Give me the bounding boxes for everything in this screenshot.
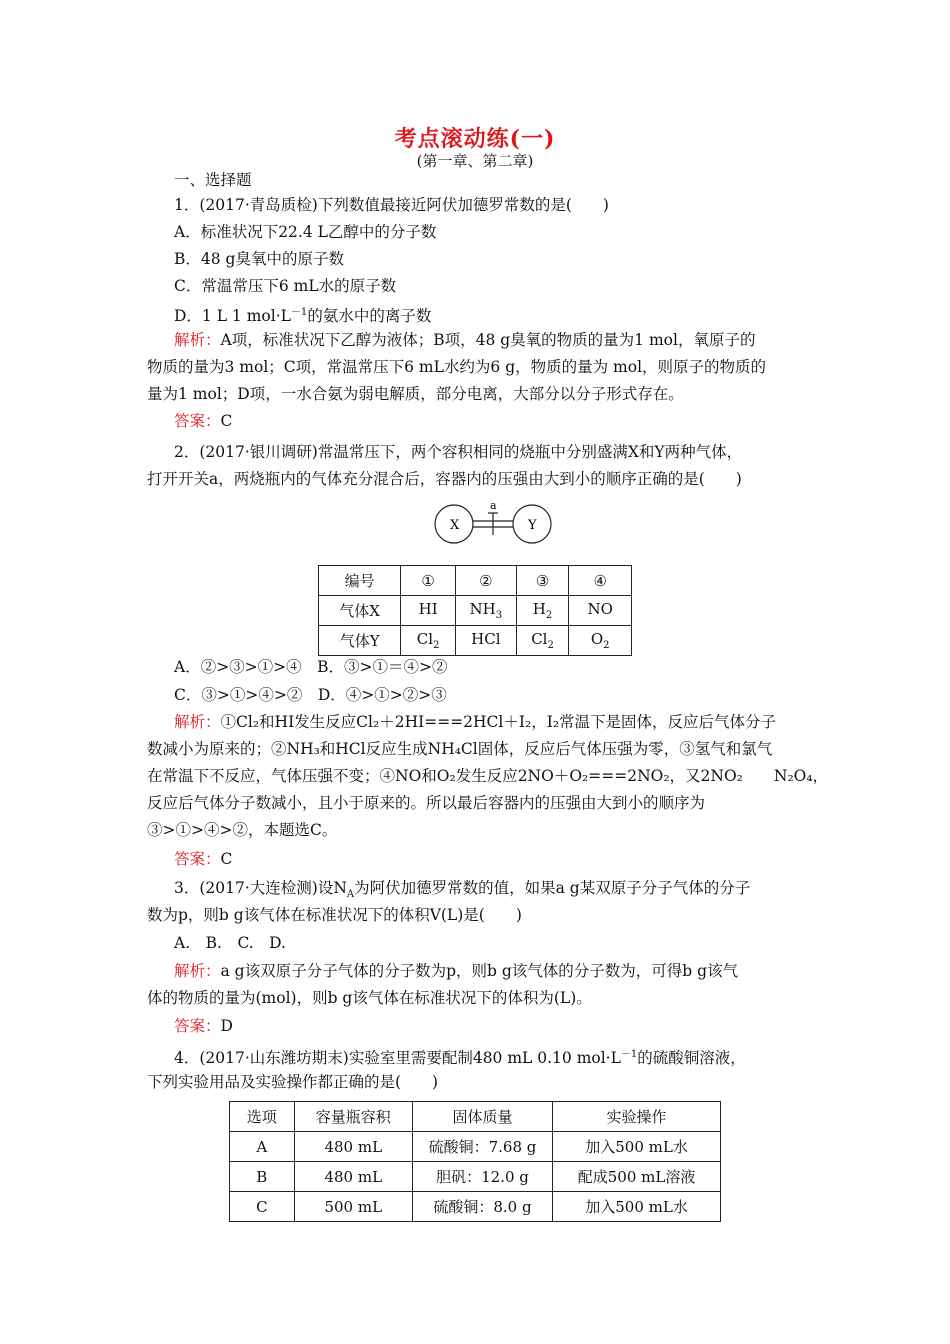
- q3-explanation-line2: 体的物质的量为(mol)，则b g该气体在标准状况下的体积为(L)。: [147, 989, 592, 1007]
- q2-explanation-line4: 反应后气体分子数减小，且小于原来的。所以最后容器内的压强由大到小的顺序为: [147, 794, 706, 812]
- table-row: A 480 mL 硫酸铜：7.68 g 加入500 mL水: [230, 1132, 721, 1162]
- q1-explanation-line3: 量为1 mol；D项，一水合氨为弱电解质，部分电离，大部分以分子形式存在。: [147, 385, 684, 403]
- q1-jiexi-label: 解析：: [174, 331, 221, 349]
- q1-stem: 1．(2017·青岛质检)下列数值最接近阿伏加德罗常数的是( ): [174, 196, 609, 214]
- flask-y-label: Y: [528, 518, 537, 533]
- q1-option-b: B．48 g臭氧中的原子数: [174, 250, 344, 268]
- q2-options-ab: A．②>③>①>④ B．③>①＝④>②: [174, 658, 448, 676]
- q4-option-table: [229, 1101, 721, 1222]
- page-title: 考点滚动练(一): [394, 126, 556, 152]
- table-row: 气体Y $Cl_2$ HCl $Cl_2$ $O_2$: [319, 626, 632, 656]
- valve-label: a: [490, 499, 497, 512]
- q3-options: A. B. C. D.: [174, 934, 286, 952]
- q2-answer: 答案：C: [174, 850, 233, 868]
- section-heading: 一、选择题: [174, 171, 252, 189]
- q4-stem-line1: 4．(2017·山东潍坊期末)实验室里需要配制480 mL 0.10 $mol\cdot L^{-1}$的硫酸铜溶液，: [174, 1049, 746, 1068]
- q1-answer: 答案：C: [174, 412, 233, 430]
- q1-explanation-line1: 解析：A项，标准状况下乙醇为液体；B项，48 g臭氧的物质的量为1 mol，氧原子的: [174, 331, 756, 349]
- q2-gas-table: [318, 565, 632, 656]
- q2-explanation-line1: 解析：①Cl₂和HI发生反应Cl₂＋2HI===2HCl＋I₂，I₂常温下是固体，反应后气体分子: [174, 713, 777, 731]
- table-row: 选项 容量瓶容积 固体质量 实验操作: [230, 1102, 721, 1132]
- page-subtitle: (第一章、第二章): [416, 152, 534, 170]
- table-row: 编号 ① ② ③ ④: [319, 566, 632, 596]
- q3-explanation-line1: 解析：a g该双原子分子气体的分子数为p，则b g该气体的分子数为，可得b g该气: [174, 962, 739, 980]
- flask-x-label: X: [450, 518, 460, 533]
- q3-answer: 答案：D: [174, 1017, 233, 1035]
- q1-explanation-line2: 物质的量为3 mol；C项，常温常压下6 mL水约为6 g，物质的量为 mol，则原子的物质的: [147, 358, 767, 376]
- table-row: 气体X HI $NH_3$ $H_2$ NO: [319, 596, 632, 626]
- q2-stem-line2: 打开开关a，两烧瓶内的气体充分混合后，容器内的压强由大到小的顺序正确的是( ): [147, 470, 742, 488]
- q2-explanation-line2: 数减小为原来的；②NH₃和HCl反应生成NH₄Cl固体，反应后气体压强为零，③氢气和氯气: [147, 740, 773, 758]
- q3-stem-line1: 3．(2017·大连检测)设$N_A$为阿伏加德罗常数的值，如果a g某双原子分子气体的分子: [174, 879, 751, 901]
- flask-diagram: [430, 498, 555, 548]
- table-row: C 500 mL 硫酸铜：8.0 g 加入500 mL水: [230, 1192, 721, 1222]
- q1-option-d: D．1 L 1 $mol\cdot L^{-1}$的氨水中的离子数: [174, 307, 432, 326]
- q1-option-c: C．常温常压下6 mL水的原子数: [174, 277, 397, 295]
- q3-stem-line2: 数为p，则b g该气体在标准状况下的体积V(L)是( ): [147, 906, 522, 924]
- q2-explanation-line3: 在常温下不反应，气体压强不变；④NO和O₂发生反应2NO＋O₂===2NO₂，又2NO₂ N₂O₄，: [147, 767, 829, 785]
- q4-stem-line2: 下列实验用品及实验操作都正确的是( ): [147, 1073, 439, 1091]
- q2-explanation-line5: ③>①>④>②，本题选C。: [147, 821, 338, 839]
- q2-options-cd: C．③>①>④>② D．④>①>②>③: [174, 686, 447, 704]
- table-row: B 480 mL 胆矾：12.0 g 配成500 mL溶液: [230, 1162, 721, 1192]
- q2-stem-line1: 2．(2017·银川调研)常温常压下，两个容积相同的烧瓶中分别盛满X和Y两种气体，: [174, 443, 743, 461]
- q1-option-a: A．标准状况下22.4 L乙醇中的分子数: [174, 223, 437, 241]
